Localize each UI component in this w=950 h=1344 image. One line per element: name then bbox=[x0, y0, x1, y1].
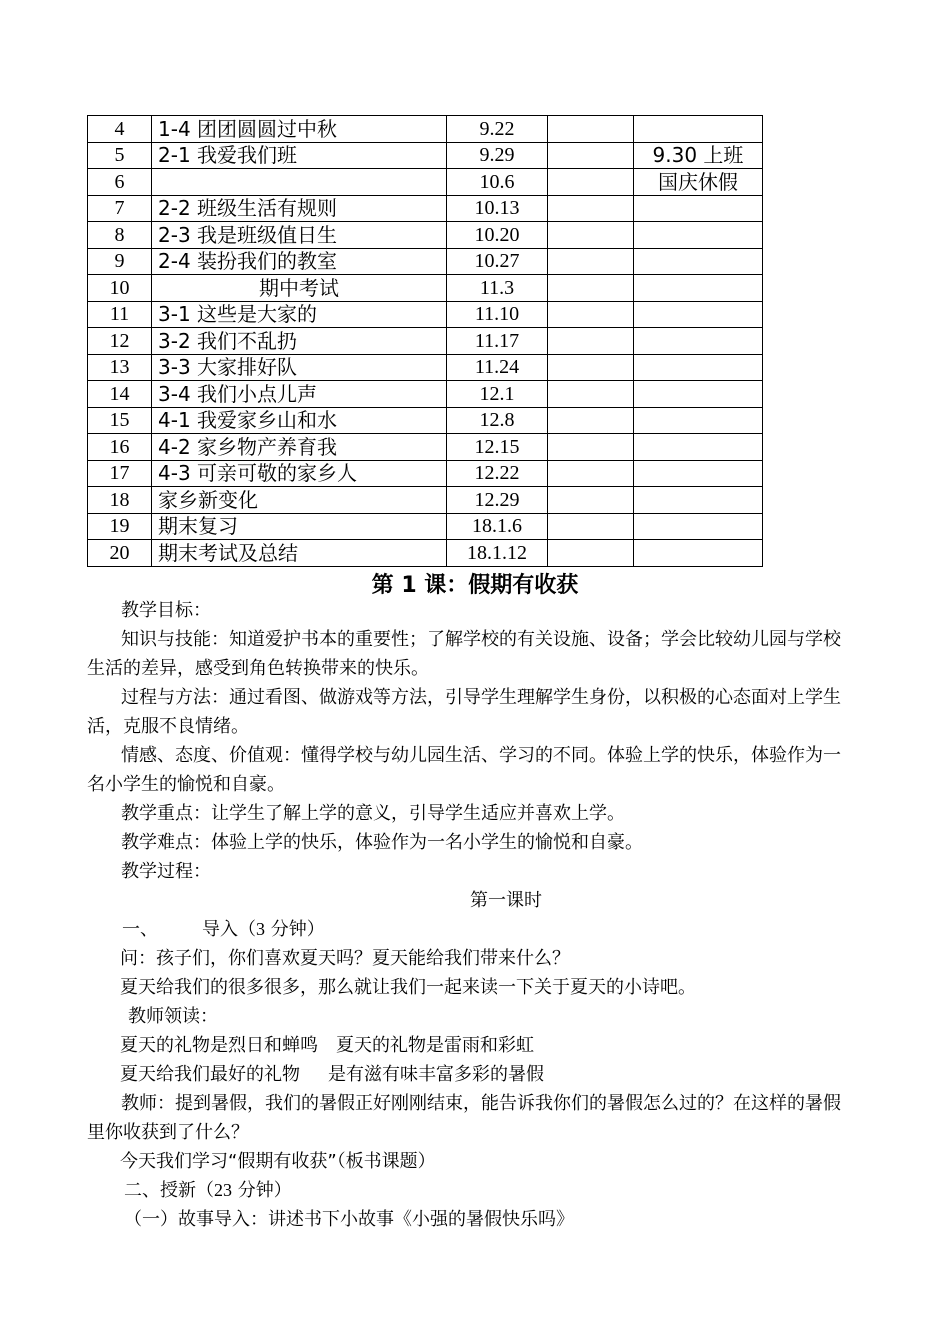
blank-cell bbox=[548, 301, 634, 328]
blank-cell bbox=[548, 248, 634, 275]
blank-cell bbox=[548, 460, 634, 487]
difficulty: 教学难点：体验上学的快乐，体验作为一名小学生的愉悦和自豪。 bbox=[121, 832, 643, 853]
note-cell bbox=[634, 460, 763, 487]
process-methods: 过程与方法：通过看图、做游戏等方法，引导学生理解学生身份，以积极的心态面对上学生活，克服不良情绪。 bbox=[87, 687, 841, 737]
note-cell bbox=[634, 328, 763, 355]
question-2: 夏天给我们的很多很多，那么就让我们一起来读一下关于夏天的小诗吧。 bbox=[120, 977, 696, 998]
schedule-row bbox=[88, 275, 763, 302]
note-cell bbox=[634, 381, 763, 408]
schedule-table bbox=[87, 115, 763, 567]
knowledge-skills: 知识与技能：知道爱护书本的重要性；了解学校的有关设施、设备；学会比较幼儿园与学校生活的差异，感受到角色转换带来的快乐。 bbox=[87, 629, 841, 679]
lesson-date: 10.13 bbox=[447, 195, 548, 222]
period-heading: 第一课时 bbox=[470, 890, 542, 911]
lesson-date: 9.22 bbox=[447, 116, 548, 143]
schedule-row bbox=[88, 487, 763, 514]
blank-cell bbox=[548, 142, 634, 169]
section-2-unit: 分钟） bbox=[232, 1180, 292, 1201]
lesson-topic: 3-1 这些是大家的 bbox=[152, 301, 447, 328]
schedule-row bbox=[88, 116, 763, 143]
lesson-date: 9.29 bbox=[447, 142, 548, 169]
week-number: 11 bbox=[88, 301, 152, 328]
section-1-title: 导入（ bbox=[202, 919, 256, 940]
lesson-date: 11.3 bbox=[447, 275, 548, 302]
week-number: 17 bbox=[88, 460, 152, 487]
key-point: 教学重点：让学生了解上学的意义，引导学生适应并喜欢上学。 bbox=[121, 803, 625, 824]
schedule-row bbox=[88, 513, 763, 540]
schedule-body bbox=[88, 116, 763, 567]
blank-cell bbox=[548, 169, 634, 196]
week-number: 12 bbox=[88, 328, 152, 355]
lesson-date: 11.17 bbox=[447, 328, 548, 355]
section-1-minutes: 3 bbox=[256, 919, 265, 939]
lesson-topic bbox=[152, 169, 447, 196]
blank-cell bbox=[548, 381, 634, 408]
blank-cell bbox=[548, 434, 634, 461]
note-cell bbox=[634, 513, 763, 540]
lesson-topic: 3-4 我们小点儿声 bbox=[152, 381, 447, 408]
note-cell bbox=[634, 301, 763, 328]
week-number: 6 bbox=[88, 169, 152, 196]
blank-cell bbox=[548, 195, 634, 222]
week-number: 16 bbox=[88, 434, 152, 461]
blank-cell bbox=[548, 513, 634, 540]
week-number: 4 bbox=[88, 116, 152, 143]
lesson-date: 10.6 bbox=[447, 169, 548, 196]
lesson-topic: 家乡新变化 bbox=[152, 487, 447, 514]
note-cell bbox=[634, 540, 763, 567]
lesson-topic: 4-3 可亲可敬的家乡人 bbox=[152, 460, 447, 487]
poem-line-1a: 夏天的礼物是烈日和蝉鸣 bbox=[120, 1035, 318, 1056]
blank-cell bbox=[548, 407, 634, 434]
blank-cell bbox=[548, 116, 634, 143]
poem-line-1b: 夏天的礼物是雷雨和彩虹 bbox=[336, 1035, 534, 1056]
week-number: 5 bbox=[88, 142, 152, 169]
blank-cell bbox=[548, 540, 634, 567]
schedule-row bbox=[88, 540, 763, 567]
week-number: 15 bbox=[88, 407, 152, 434]
lesson-topic: 期末考试及总结 bbox=[152, 540, 447, 567]
note-cell bbox=[634, 354, 763, 381]
lesson-date: 12.1 bbox=[447, 381, 548, 408]
lesson-topic: 4-2 家乡物产养育我 bbox=[152, 434, 447, 461]
section-2-heading bbox=[124, 1176, 894, 1205]
schedule-row bbox=[88, 354, 763, 381]
section-2-minutes: 23 bbox=[214, 1180, 232, 1200]
schedule-row bbox=[88, 169, 763, 196]
story-intro: （一）故事导入：讲述书下小故事《小强的暑假快乐吗》 bbox=[124, 1209, 574, 1230]
objectives-label: 教学目标： bbox=[121, 600, 211, 621]
question-1: 问：孩子们，你们喜欢夏天吗？夏天能给我们带来什么？ bbox=[120, 948, 570, 969]
lesson-date: 11.10 bbox=[447, 301, 548, 328]
note-cell bbox=[634, 407, 763, 434]
note-cell bbox=[634, 487, 763, 514]
section-1-number: 一、 bbox=[122, 919, 158, 940]
week-number: 7 bbox=[88, 195, 152, 222]
lesson-topic: 3-2 我们不乱扔 bbox=[152, 328, 447, 355]
note-cell bbox=[634, 195, 763, 222]
schedule-row bbox=[88, 248, 763, 275]
note-cell bbox=[634, 434, 763, 461]
poem-line-2 bbox=[120, 1060, 890, 1089]
lesson-date: 12.8 bbox=[447, 407, 548, 434]
poem-line-1 bbox=[120, 1031, 890, 1060]
lesson-topic: 2-1 我爱我们班 bbox=[152, 142, 447, 169]
week-number: 19 bbox=[88, 513, 152, 540]
schedule-row bbox=[88, 407, 763, 434]
blank-cell bbox=[548, 487, 634, 514]
lesson-date: 10.27 bbox=[447, 248, 548, 275]
lesson-date: 18.1.12 bbox=[447, 540, 548, 567]
week-number: 18 bbox=[88, 487, 152, 514]
lesson-topic: 1-4 团团圆圆过中秋 bbox=[152, 116, 447, 143]
note-cell bbox=[634, 248, 763, 275]
schedule-row bbox=[88, 195, 763, 222]
note-cell bbox=[634, 275, 763, 302]
schedule-row bbox=[88, 142, 763, 169]
poem-line-2a: 夏天给我们最好的礼物 bbox=[120, 1064, 300, 1085]
lesson-date: 12.22 bbox=[447, 460, 548, 487]
week-number: 13 bbox=[88, 354, 152, 381]
lesson-topic: 期末复习 bbox=[152, 513, 447, 540]
section-1-heading bbox=[122, 915, 892, 944]
blank-cell bbox=[548, 354, 634, 381]
blank-cell bbox=[548, 222, 634, 249]
schedule-row bbox=[88, 381, 763, 408]
note-cell bbox=[634, 222, 763, 249]
schedule-row bbox=[88, 222, 763, 249]
week-number: 8 bbox=[88, 222, 152, 249]
lesson-date: 12.29 bbox=[447, 487, 548, 514]
lesson-topic: 4-1 我爱家乡山和水 bbox=[152, 407, 447, 434]
lesson-date: 18.1.6 bbox=[447, 513, 548, 540]
note-cell bbox=[634, 116, 763, 143]
lesson-topic: 3-3 大家排好队 bbox=[152, 354, 447, 381]
week-number: 14 bbox=[88, 381, 152, 408]
blank-cell bbox=[548, 328, 634, 355]
lesson-title: 第 1 课：假期有收获 bbox=[371, 573, 579, 598]
today-topic: 今天我们学习“假期有收获”（板书课题） bbox=[120, 1151, 436, 1172]
teacher-reads: 教师领读： bbox=[128, 1006, 218, 1027]
week-number: 9 bbox=[88, 248, 152, 275]
lesson-date: 12.15 bbox=[447, 434, 548, 461]
note-cell: 国庆休假 bbox=[634, 169, 763, 196]
lesson-topic: 2-2 班级生活有规则 bbox=[152, 195, 447, 222]
schedule-row bbox=[88, 460, 763, 487]
blank-cell bbox=[548, 275, 634, 302]
section-2-title: 二、授新（ bbox=[124, 1180, 214, 1201]
lesson-topic: 2-4 装扮我们的教室 bbox=[152, 248, 447, 275]
section-1-unit: 分钟） bbox=[265, 919, 325, 940]
week-number: 20 bbox=[88, 540, 152, 567]
emotion-values: 情感、态度、价值观：懂得学校与幼儿园生活、学习的不同。体验上学的快乐，体验作为一名小学生的愉悦和自豪。 bbox=[87, 745, 841, 795]
schedule-row bbox=[88, 301, 763, 328]
schedule-row bbox=[88, 434, 763, 461]
teacher-talk: 教师：提到暑假，我们的暑假正好刚刚结束，能告诉我你们的暑假怎么过的？在这样的暑假里你收获到了什么？ bbox=[87, 1093, 841, 1143]
process-label: 教学过程： bbox=[121, 861, 211, 882]
lesson-topic: 期中考试 bbox=[152, 275, 447, 302]
lesson-date: 10.20 bbox=[447, 222, 548, 249]
poem-line-2b: 是有滋有味丰富多彩的暑假 bbox=[328, 1064, 544, 1085]
schedule-row bbox=[88, 328, 763, 355]
lesson-date: 11.24 bbox=[447, 354, 548, 381]
week-number: 10 bbox=[88, 275, 152, 302]
note-cell: 9.30 上班 bbox=[634, 142, 763, 169]
lesson-topic: 2-3 我是班级值日生 bbox=[152, 222, 447, 249]
